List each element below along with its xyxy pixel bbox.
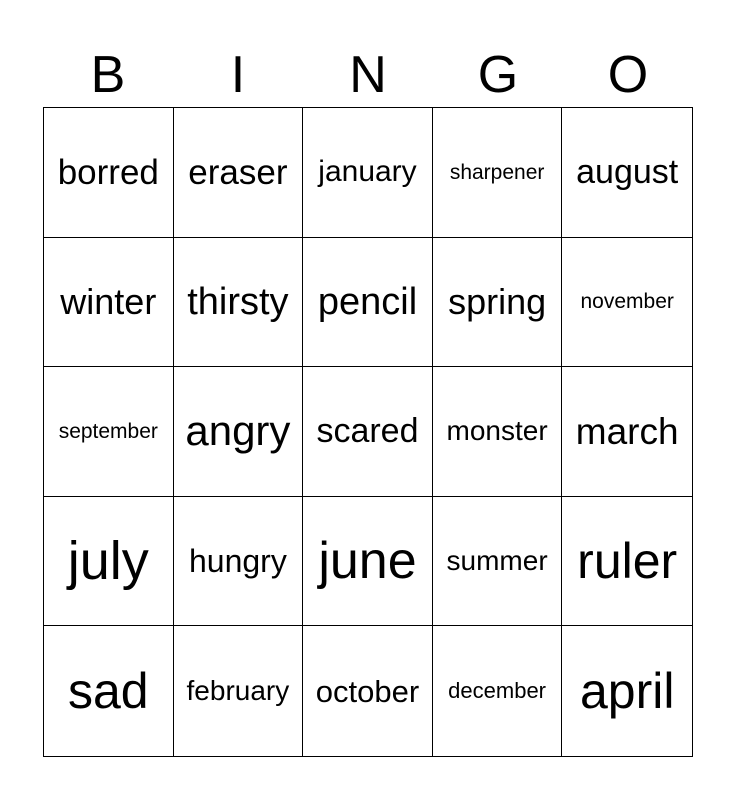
bingo-cell: november	[562, 238, 692, 368]
bingo-cell: april	[579, 663, 675, 720]
bingo-cell: hungry	[174, 497, 304, 627]
bingo-cell: december	[433, 626, 563, 756]
bingo-cell: angry	[174, 367, 304, 497]
header-letter-i: I	[230, 46, 246, 104]
bingo-card-grid	[43, 107, 693, 757]
header-letter-n: N	[349, 46, 387, 104]
bingo-cell: sad	[44, 626, 174, 756]
bingo-cell: august	[562, 108, 692, 238]
bingo-cell: january	[303, 108, 433, 238]
bingo-cell: march	[562, 367, 692, 497]
bingo-cell: eraser	[174, 108, 304, 238]
header-letter-g: G	[477, 46, 519, 104]
bingo-cell: spring	[433, 238, 563, 368]
bingo-cell: ruler	[562, 497, 692, 627]
bingo-header	[43, 42, 693, 108]
bingo-cell: monster	[433, 367, 563, 497]
bingo-cell: september	[44, 367, 174, 497]
bingo-cell: pencil	[303, 238, 433, 368]
bingo-cell: february	[174, 626, 304, 756]
header-letter-o: O	[607, 46, 649, 104]
bingo-cell: october	[303, 626, 433, 756]
bingo-cell: scared	[303, 367, 433, 497]
bingo-cell: thirsty	[174, 238, 304, 368]
header-letter-b: B	[90, 46, 126, 104]
bingo-cell: winter	[44, 238, 174, 368]
bingo-cell: borred	[44, 108, 174, 238]
bingo-cell: summer	[433, 497, 563, 627]
bingo-cell: june	[303, 497, 433, 627]
bingo-cell: july	[44, 497, 174, 627]
bingo-cell: sharpener	[433, 108, 563, 238]
